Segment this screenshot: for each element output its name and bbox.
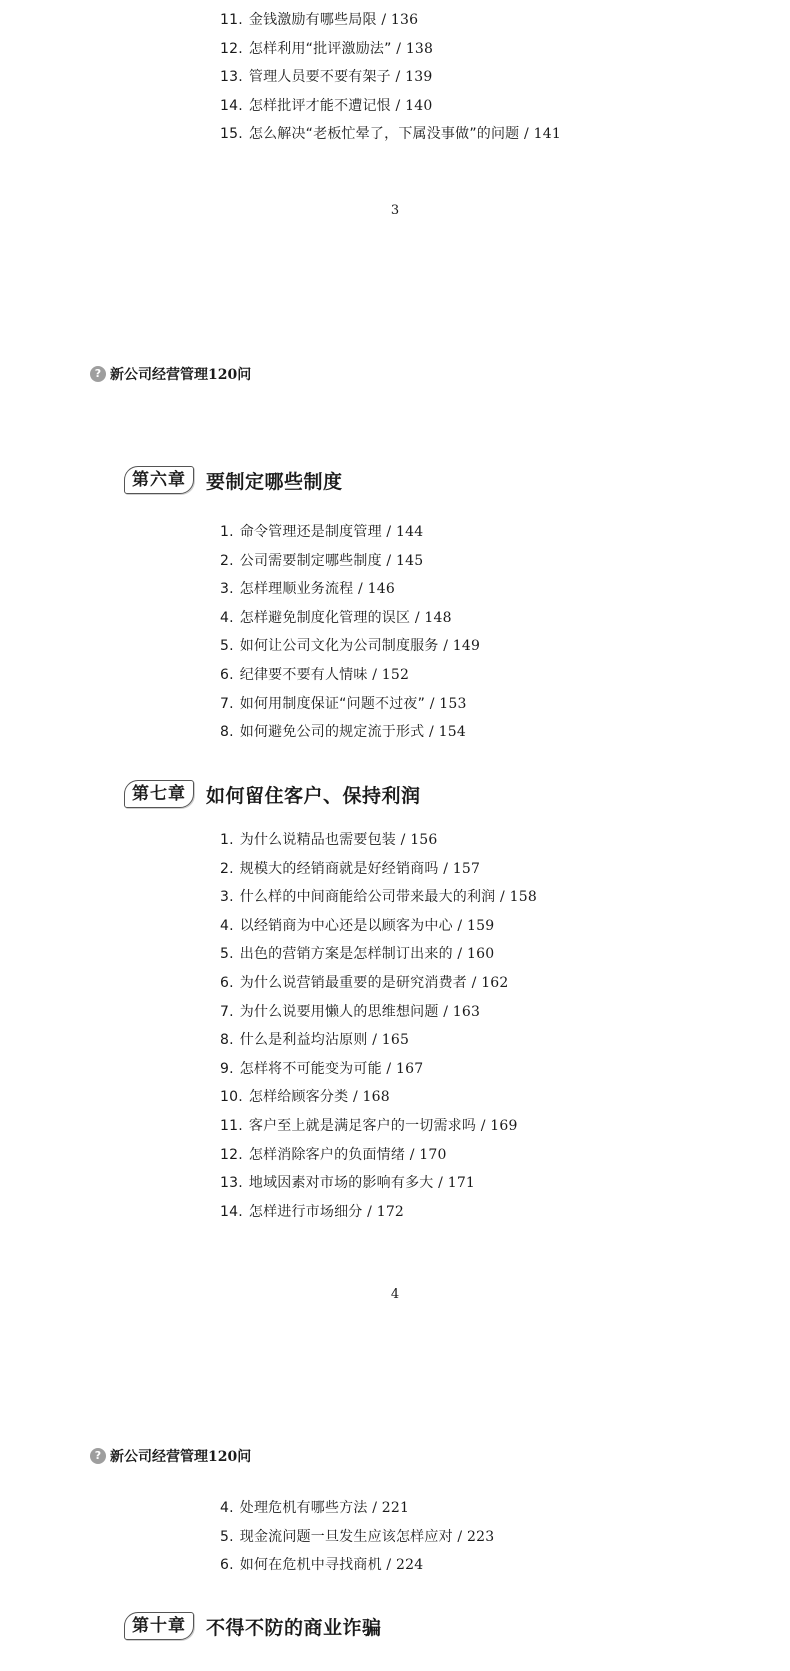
book-title: 新公司经营管理120问 xyxy=(110,1449,252,1465)
entry-page: / 160 xyxy=(457,946,495,963)
toc-entry[interactable] xyxy=(220,912,537,941)
entry-page: / 149 xyxy=(443,638,481,655)
running-header xyxy=(90,364,251,384)
entry-number: 6. xyxy=(220,666,234,683)
entry-title: 为什么说营销最重要的是研究消费者 xyxy=(239,974,467,991)
chapter-title: 要制定哪些制度 xyxy=(206,470,343,493)
toc-entry[interactable] xyxy=(220,1494,494,1523)
entry-title: 怎样进行市场细分 xyxy=(248,1203,363,1220)
entry-title: 怎样利用“批评激励法” xyxy=(248,40,392,57)
entry-page: / 141 xyxy=(524,126,561,143)
entry-title: 金钱激励有哪些局限 xyxy=(248,12,377,28)
toc-entry[interactable] xyxy=(220,1026,537,1055)
toc-entry[interactable] xyxy=(220,575,480,604)
entry-number: 8. xyxy=(220,1032,234,1049)
entry-number: 7. xyxy=(220,695,234,712)
entry-page: / 153 xyxy=(429,695,467,712)
entry-page: / 139 xyxy=(395,69,433,86)
toc-list-chapter-7 xyxy=(220,826,537,1226)
entry-title: 如何在危机中寻找商机 xyxy=(239,1557,382,1574)
entry-page: / 157 xyxy=(443,860,481,877)
entry-page: / 146 xyxy=(358,581,395,598)
entry-title: 怎样给顾客分类 xyxy=(248,1089,349,1106)
entry-title: 什么是利益均沾原则 xyxy=(239,1032,368,1049)
entry-number: 3. xyxy=(220,581,234,598)
entry-title: 怎样将不可能变为可能 xyxy=(239,1060,382,1077)
entry-number: 2. xyxy=(220,860,234,877)
toc-entry[interactable] xyxy=(220,661,480,690)
entry-number: 12. xyxy=(220,40,243,57)
entry-page: / 167 xyxy=(386,1060,424,1077)
entry-number: 1. xyxy=(220,524,234,540)
entry-title: 如何让公司文化为公司制度服务 xyxy=(239,638,439,655)
toc-entry[interactable] xyxy=(220,1551,494,1580)
toc-entry[interactable] xyxy=(220,690,480,719)
entry-page: / 152 xyxy=(372,666,410,683)
toc-entry[interactable] xyxy=(220,1523,494,1552)
entry-title: 怎样避免制度化管理的误区 xyxy=(239,609,411,626)
entry-number: 5. xyxy=(220,1528,234,1545)
entry-number: 3. xyxy=(220,889,234,906)
entry-page: / 221 xyxy=(372,1500,410,1516)
entry-number: 11. xyxy=(220,12,243,28)
entry-page: / 136 xyxy=(381,12,419,28)
toc-entry[interactable] xyxy=(220,1055,537,1084)
entry-page: / 170 xyxy=(409,1146,447,1163)
entry-title: 怎样批评才能不遭记恨 xyxy=(248,97,391,114)
entry-page: / 165 xyxy=(372,1032,410,1049)
entry-page: / 156 xyxy=(400,832,438,848)
entry-title: 命令管理还是制度管理 xyxy=(239,524,382,540)
toc-entry[interactable] xyxy=(220,1198,537,1227)
entry-page: / 148 xyxy=(414,609,452,626)
chapter-title: 如何留住客户、保持利润 xyxy=(206,784,421,807)
entry-number: 15. xyxy=(220,126,243,143)
toc-entry[interactable] xyxy=(220,998,537,1027)
entry-page: / 172 xyxy=(367,1203,405,1220)
entry-page: / 140 xyxy=(395,97,433,114)
toc-entry[interactable] xyxy=(220,883,537,912)
entry-title: 管理人员要不要有架子 xyxy=(248,69,391,86)
entry-title: 为什么说精品也需要包装 xyxy=(239,832,396,848)
toc-list-bottom xyxy=(220,1494,494,1580)
entry-title: 纪律要不要有人情味 xyxy=(239,666,368,683)
entry-page: / 145 xyxy=(386,552,424,569)
entry-title: 客户至上就是满足客户的一切需求吗 xyxy=(248,1117,477,1134)
entry-page: / 223 xyxy=(457,1528,495,1545)
entry-number: 5. xyxy=(220,946,234,963)
toc-entry[interactable] xyxy=(220,940,537,969)
book-title: 新公司经营管理120问 xyxy=(110,367,252,383)
entry-number: 8. xyxy=(220,724,234,741)
toc-entry[interactable] xyxy=(220,518,480,547)
toc-entry[interactable] xyxy=(220,604,480,633)
entry-number: 5. xyxy=(220,638,234,655)
toc-entry[interactable] xyxy=(220,969,537,998)
entry-title: 为什么说要用懒人的思维想问题 xyxy=(239,1003,439,1020)
entry-title: 怎样理顺业务流程 xyxy=(239,581,354,598)
entry-page: / 168 xyxy=(352,1089,390,1106)
entry-page: / 224 xyxy=(386,1557,424,1574)
entry-number: 13. xyxy=(220,69,243,86)
entry-page: / 171 xyxy=(438,1175,476,1192)
chapter-heading-6[interactable] xyxy=(124,464,343,496)
chapter-badge: 第六章 xyxy=(124,466,194,494)
entry-page: / 162 xyxy=(471,974,509,991)
entry-title: 以经销商为中心还是以顾客为中心 xyxy=(239,917,453,934)
toc-entry[interactable] xyxy=(220,1141,537,1170)
entry-title: 什么样的中间商能给公司带来最大的利润 xyxy=(239,889,496,906)
toc-entry[interactable] xyxy=(220,63,561,92)
page-number: 4 xyxy=(390,1287,400,1302)
page-number: 3 xyxy=(390,203,400,218)
entry-title: 如何避免公司的规定流于形式 xyxy=(239,724,425,741)
toc-entry[interactable] xyxy=(220,92,561,121)
toc-entry[interactable] xyxy=(220,1112,537,1141)
toc-entry[interactable] xyxy=(220,547,480,576)
toc-entry[interactable] xyxy=(220,1169,537,1198)
toc-entry[interactable] xyxy=(220,632,480,661)
chapter-title: 不得不防的商业诈骗 xyxy=(206,1616,382,1639)
chapter-badge: 第七章 xyxy=(124,780,194,808)
entry-number: 1. xyxy=(220,832,234,848)
entry-title: 公司需要制定哪些制度 xyxy=(239,552,382,569)
entry-title: 怎样消除客户的负面情绪 xyxy=(248,1146,406,1163)
entry-number: 14. xyxy=(220,97,243,114)
toc-entry[interactable] xyxy=(220,1083,537,1112)
entry-page: / 138 xyxy=(396,40,434,57)
entry-number: 10. xyxy=(220,1089,243,1106)
toc-entry[interactable] xyxy=(220,6,561,35)
entry-number: 4. xyxy=(220,917,234,934)
entry-number: 4. xyxy=(220,609,234,626)
entry-number: 4. xyxy=(220,1500,234,1516)
entry-number: 9. xyxy=(220,1060,234,1077)
entry-title: 规模大的经销商就是好经销商吗 xyxy=(239,860,439,877)
entry-title: 怎么解决“老板忙晕了，下属没事做”的问题 xyxy=(248,126,520,143)
toc-entry[interactable] xyxy=(220,826,537,855)
chapter-heading-10[interactable] xyxy=(124,1610,382,1642)
entry-number: 6. xyxy=(220,974,234,991)
entry-title: 处理危机有哪些方法 xyxy=(239,1500,368,1516)
entry-number: 11. xyxy=(220,1117,243,1134)
entry-number: 6. xyxy=(220,1557,234,1574)
entry-number: 7. xyxy=(220,1003,234,1020)
toc-entry[interactable] xyxy=(220,35,561,64)
question-icon: ? xyxy=(90,1448,106,1464)
entry-page: / 158 xyxy=(500,889,537,906)
toc-entry[interactable] xyxy=(220,120,561,149)
entry-page: / 163 xyxy=(443,1003,481,1020)
toc-entry[interactable] xyxy=(220,718,480,747)
entry-title: 如何用制度保证“问题不过夜” xyxy=(239,695,426,712)
entry-page: / 169 xyxy=(480,1117,518,1134)
entry-title: 现金流问题一旦发生应该怎样应对 xyxy=(239,1528,453,1545)
entry-number: 13. xyxy=(220,1175,243,1192)
entry-number: 2. xyxy=(220,552,234,569)
running-header xyxy=(90,1446,251,1466)
entry-title: 出色的营销方案是怎样制订出来的 xyxy=(239,946,453,963)
entry-number: 12. xyxy=(220,1146,243,1163)
entry-page: / 144 xyxy=(386,524,424,540)
entry-number: 14. xyxy=(220,1203,243,1220)
toc-entry[interactable] xyxy=(220,855,537,884)
entry-page: / 159 xyxy=(457,917,495,934)
toc-list-chapter-6 xyxy=(220,518,480,747)
toc-list-top xyxy=(220,6,561,149)
entry-title: 地域因素对市场的影响有多大 xyxy=(248,1175,434,1192)
entry-page: / 154 xyxy=(429,724,466,741)
chapter-badge: 第十章 xyxy=(124,1612,194,1640)
chapter-heading-7[interactable] xyxy=(124,778,421,810)
question-icon: ? xyxy=(90,366,106,382)
